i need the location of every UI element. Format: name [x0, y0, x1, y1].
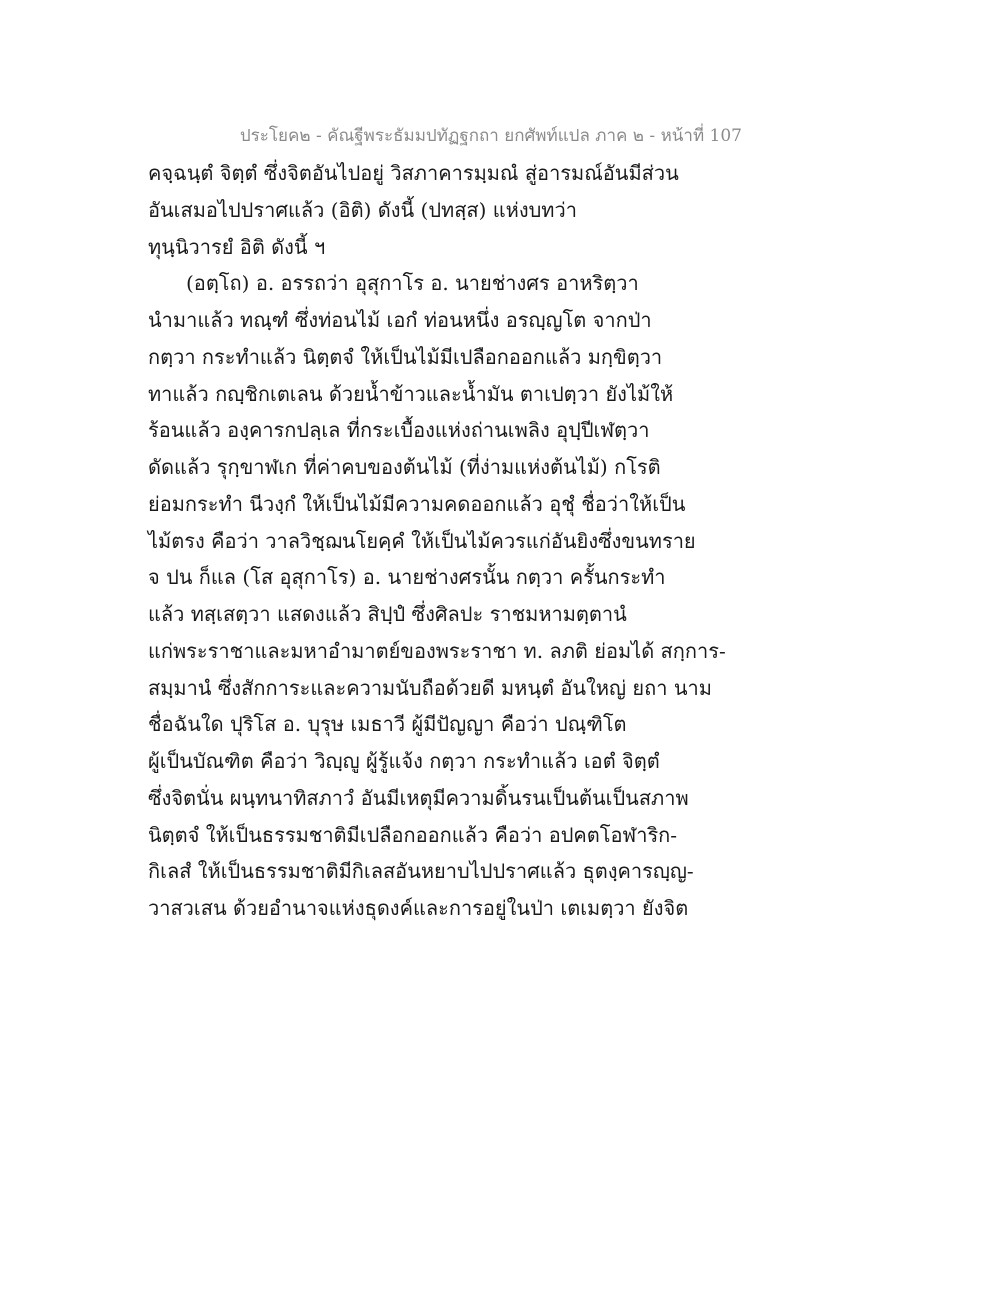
text-line: ทาแล้ว กญฺชิกเตเลน ด้วยน้ำข้าวและน้ำมัน ตาเปตฺวา ยังไม้ให้ [148, 381, 674, 406]
text-line: (อตฺโถ) อ. อรรถว่า อุสุกาโร อ. นายช่างศร อาหริตฺวา [186, 271, 639, 296]
text-line: แก่พระราชาและมหาอำมาตย์ของพระราชา ท. ลภติ ย่อมได้ สกฺการ- [148, 638, 726, 663]
text-line: ทุนฺนิวารยํ อิติ ดังนี้ ฯ [148, 234, 326, 259]
text-line: ย่อมกระทำ นีวงฺกํ ให้เป็นไม้มีความคดออกแล้ว อุชุํ ชื่อว่าให้เป็น [148, 491, 686, 516]
text-line: จ ปน ก็แล (โส อุสุกาโร) อ. นายช่างศรนั้น กตฺวา ครั้นกระทำ [148, 565, 666, 590]
running-header: ประโยค๒ - คัณฐีพระธัมมปทัฏฐกถา ยกศัพท์แปล ภาค ๒ - หน้าที่ 107 [239, 126, 742, 146]
text-line: ไม้ตรง คือว่า วาลวิชฺฌนโยคฺคํ ให้เป็นไม้ควรแก่อันยิงซึ่งขนทราย [148, 528, 696, 553]
text-line: นำมาแล้ว ทณฺฑํ ซึ่งท่อนไม้ เอกํ ท่อนหนึ่ง อรญฺญโต จากป่า [148, 308, 652, 332]
text-line: สมฺมานํ ซึ่งสักการะและความนับถือด้วยดี มหนฺตํ อันใหญ่ ยถา นาม [148, 675, 712, 700]
text-line: นิตฺตจํ ให้เป็นธรรมชาติมีเปลือกออกแล้ว คือว่า อปคตโอฬาริก- [148, 822, 678, 847]
text-line: ดัดแล้ว รุกฺขาฬเก ที่ค่าคบของต้นไม้ (ที่ง่ามแห่งต้นไม้) กโรติ [148, 455, 661, 479]
text-line: ร้อนแล้ว องฺคารกปลฺเล ที่กระเบื้องแห่งถ่านเพลิง อุปฺปีเฬตฺวา [148, 418, 650, 443]
text-line: กิเลสํ ให้เป็นธรรมชาติมีกิเลสอันหยาบไปปราศแล้ว ธุตงฺคารญฺญ- [148, 859, 694, 884]
text-line: ซึ่งจิตนั่น ผนฺทนาทิสภาวํ อันมีเหตุมีความดิ้นรนเป็นต้นเป็นสภาพ [148, 785, 689, 810]
text-line: อันเสมอไปปราศแล้ว (อิติ) ดังนี้ (ปทสฺส) แห่งบทว่า [148, 197, 577, 222]
body-text [148, 155, 748, 927]
text-line: แล้ว ทสฺเสตฺวา แสดงแล้ว สิปฺปํ ซึ่งศิลปะ ราชมหามตฺตานํ [148, 602, 627, 626]
text-line: กตฺวา กระทำแล้ว นิตฺตจํ ให้เป็นไม้มีเปลือกออกแล้ว มกฺขิตฺวา [148, 344, 663, 369]
text-line: ผู้เป็นบัณฑิต คือว่า วิญฺญู ผู้รู้แจ้ง กตฺวา กระทำแล้ว เอตํ จิตฺตํ [148, 749, 660, 773]
text-line: คจฺฉนฺตํ จิตฺตํ ซึ่งจิตอันไปอยู่ วิสภาคารมฺมณํ สู่อารมณ์อันมีส่วน [148, 161, 679, 185]
text-line: ชื่อฉันใด ปุริโส อ. บุรุษ เมธาวี ผู้มีปัญญา คือว่า ปณฺฑิโต [148, 712, 627, 737]
text-line: วาสวเสน ด้วยอำนาจแห่งธุดงค์และการอยู่ในป่า เตเมตฺวา ยังจิต [148, 896, 689, 920]
